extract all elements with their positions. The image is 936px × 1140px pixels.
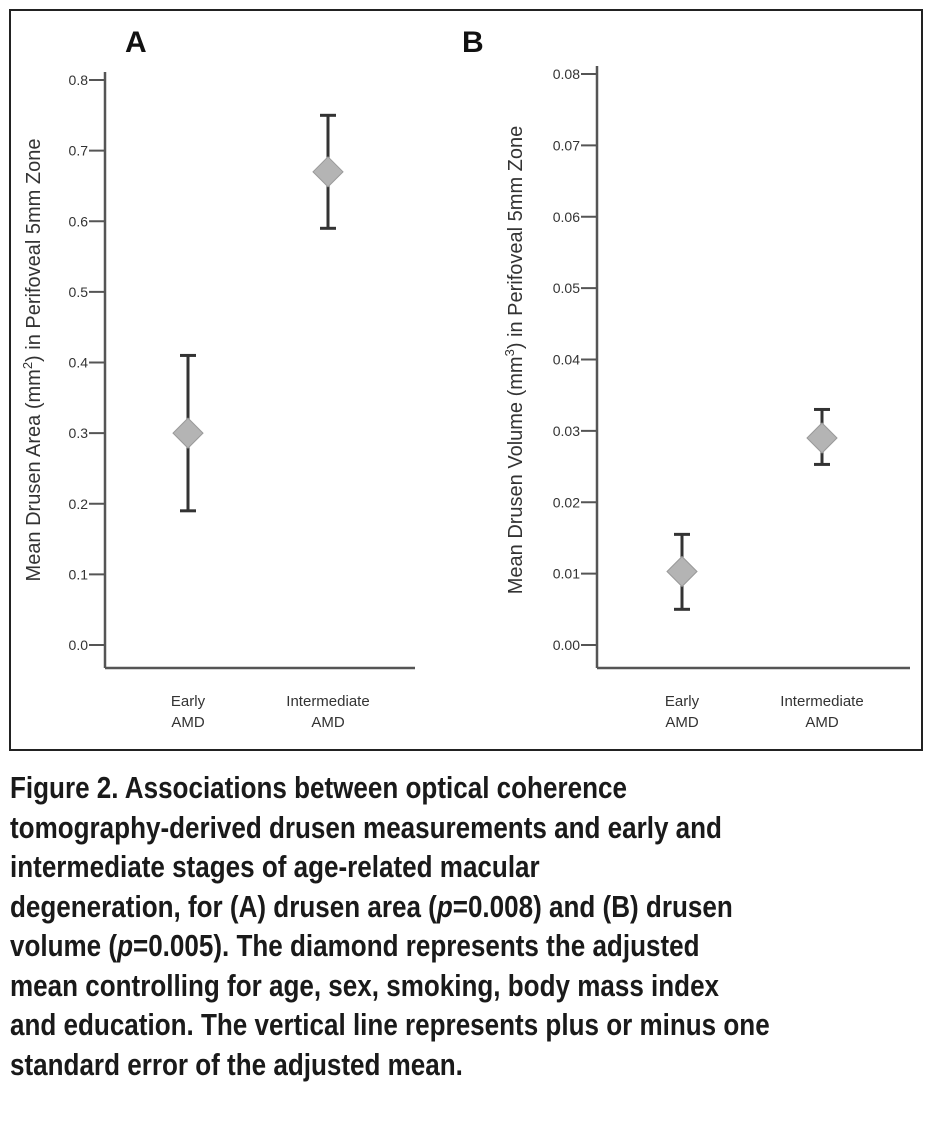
y-tick-label: 0.0 (68, 637, 88, 653)
caption-text: and education. The vertical line represents plus or minus one (10, 1007, 770, 1042)
y-tick-label: 0.4 (68, 354, 88, 371)
caption-italic-p: p (117, 928, 133, 963)
y-axis-label (20, 139, 45, 582)
y-tick-label: 0.00 (552, 637, 580, 653)
x-category-label: AMD (805, 714, 839, 731)
caption-italic-p: p (436, 888, 453, 924)
caption-line (10, 1045, 936, 1085)
y-tick-label: 0.1 (68, 566, 88, 583)
y-axis-label-text: Mean Drusen Volume (mm (505, 356, 527, 595)
y-tick-label: 0.8 (68, 72, 88, 88)
figure-caption (10, 768, 936, 1084)
caption-text: degeneration, for (A) drusen area ( (10, 888, 437, 924)
panel-letter: A (125, 26, 147, 59)
figure-frame (10, 10, 922, 750)
x-category-label: AMD (311, 714, 345, 731)
caption-text: =0.005). The diamond represents the adjusted (132, 928, 700, 963)
x-category-label: AMD (171, 714, 205, 731)
caption-text: mean controlling for age, sex, smoking, body mass index (10, 967, 720, 1003)
y-tick-label: 0.3 (68, 425, 88, 442)
y-axis-label-superscript: 3 (502, 349, 517, 357)
y-tick-label: 0.5 (68, 283, 88, 300)
y-tick-label: 0.04 (552, 351, 580, 368)
x-category-label: Intermediate (780, 693, 864, 710)
y-axis-label (502, 126, 527, 595)
caption-text: intermediate stages of age-related macular (10, 849, 540, 884)
caption-line (10, 808, 936, 848)
panel-letter: B (462, 26, 484, 59)
y-axis-label-text: ) in Perifoveal 5mm Zone (23, 138, 45, 362)
y-tick-label: 0.08 (552, 66, 580, 82)
x-category-label: AMD (665, 714, 699, 731)
y-tick-label: 0.02 (552, 494, 580, 511)
y-tick-label: 0.06 (552, 208, 580, 225)
caption-text: =0.008) and (B) drusen (452, 888, 733, 924)
y-tick-label: 0.01 (552, 565, 580, 582)
x-category-label: Early (170, 693, 206, 710)
caption-line (10, 1005, 936, 1045)
y-axis-label-text: Mean Drusen Area (mm (23, 369, 45, 582)
caption-text: standard error of the adjusted mean. (10, 1046, 463, 1082)
y-tick-label: 0.07 (552, 137, 580, 154)
y-tick-label: 0.2 (68, 495, 88, 512)
caption-line (10, 847, 936, 887)
y-tick-label: 0.7 (68, 142, 88, 159)
y-tick-label: 0.6 (68, 213, 88, 230)
y-tick-label: 0.03 (552, 422, 580, 439)
caption-line (10, 966, 936, 1006)
caption-text: Figure 2. Associations between optical coherence (10, 770, 627, 805)
caption-line (10, 768, 936, 808)
caption-text: tomography-derived drusen measurements and early and (10, 809, 722, 845)
y-tick-label: 0.05 (552, 280, 580, 297)
caption-text: volume ( (10, 928, 118, 963)
x-category-label: Early (664, 693, 700, 710)
x-category-label: Intermediate (286, 693, 370, 710)
y-axis-label-superscript: 2 (20, 361, 35, 370)
caption-line (10, 887, 936, 927)
caption-line (10, 926, 936, 966)
y-axis-label-text: ) in Perifoveal 5mm Zone (505, 125, 527, 350)
